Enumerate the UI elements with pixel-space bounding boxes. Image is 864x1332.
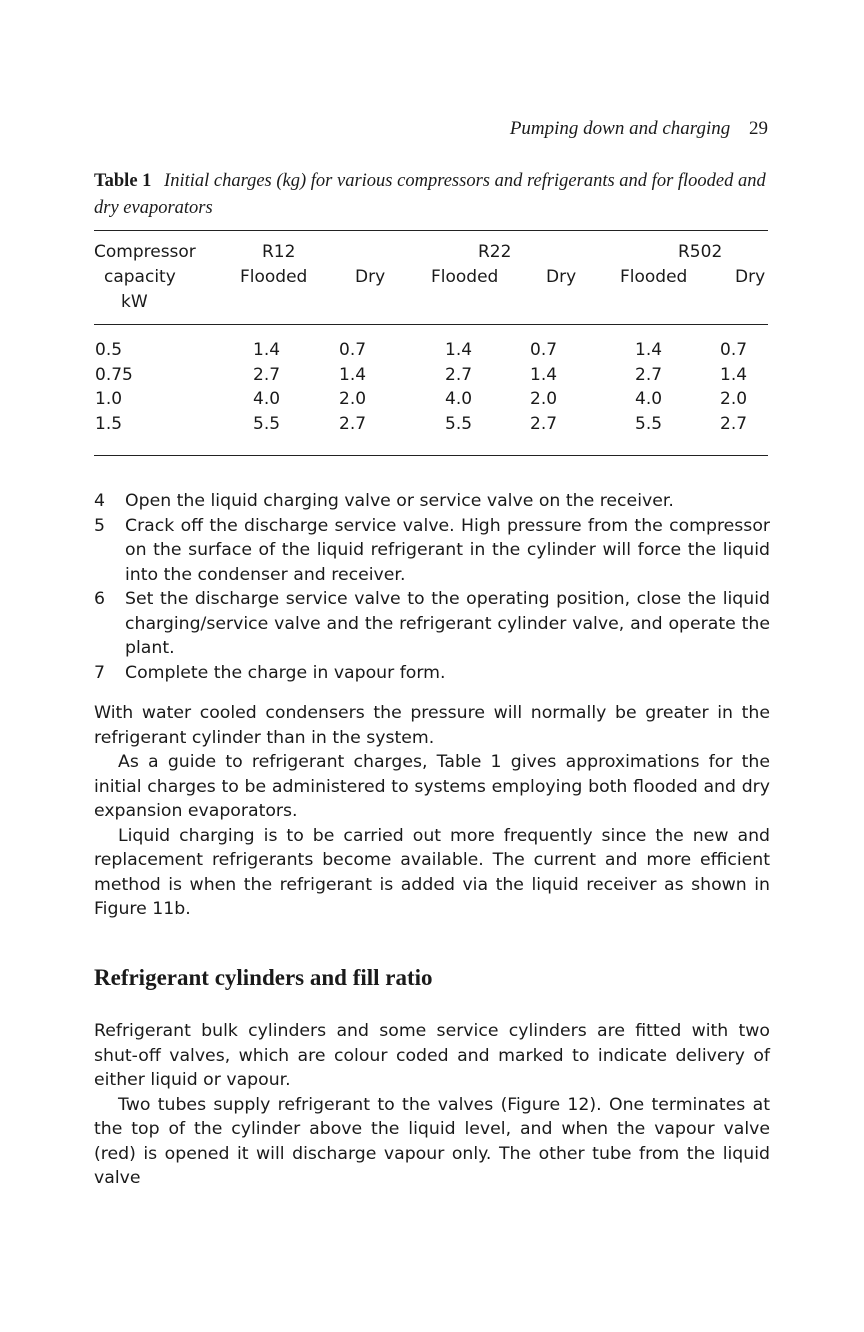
table-cell-value: 4.0 xyxy=(445,389,473,409)
table-cell-capacity: 0.5 xyxy=(95,340,123,360)
header-capacity: capacity xyxy=(104,267,176,287)
step-list xyxy=(94,489,770,685)
section-heading: Refrigerant cylinders and fill ratio xyxy=(94,965,433,990)
table-cell-value: 2.7 xyxy=(253,364,281,385)
page-number: 29 xyxy=(749,118,768,139)
table-cell-value: 2.0 xyxy=(720,389,748,409)
table-cell-value: 0.7 xyxy=(720,340,748,360)
table-cell-value: 2.7 xyxy=(445,364,473,385)
body-text xyxy=(94,701,770,922)
table-cell-value: 1.4 xyxy=(445,340,473,360)
header-dry: Dry xyxy=(355,267,386,287)
table-cell-value: 1.4 xyxy=(720,364,748,385)
step-text: Complete the charge in vapour form. xyxy=(125,662,446,683)
paragraph: Liquid charging is to be carried out more frequently since the new and replacement refrigerants become available. The current and more efficient method is when the refrigerant is added via the liquid receiver as shown in Figure 11b. xyxy=(94,825,770,919)
table-cell-value: 4.0 xyxy=(635,389,663,409)
section-body xyxy=(94,1019,770,1191)
paragraph: With water cooled condensers the pressure will normally be greater in the refrigerant cylinder than in the system. xyxy=(94,703,770,748)
table-body xyxy=(94,340,768,440)
table-caption-text: Initial charges (kg) for various compressors and refrigerants and for flooded and dry evaporators xyxy=(94,171,766,218)
table-cell-value: 2.7 xyxy=(530,413,558,434)
header-dry: Dry xyxy=(735,267,766,287)
table-cell-value: 5.5 xyxy=(635,413,663,434)
paragraph: Refrigerant bulk cylinders and some service cylinders are fitted with two shut-off valves, which are colour coded and marked to indicate delivery of either liquid or vapour. xyxy=(94,1021,770,1090)
table-cell-value: 5.5 xyxy=(253,413,281,434)
step-item xyxy=(94,489,770,514)
table-cell-value: 4.0 xyxy=(253,389,281,409)
table-cell-value: 0.7 xyxy=(530,340,558,360)
table-header xyxy=(94,242,768,322)
table-cell-value: 2.7 xyxy=(720,413,748,434)
running-head-title: Pumping down and charging xyxy=(509,118,731,139)
header-dry: Dry xyxy=(546,267,577,287)
header-r502: R502 xyxy=(678,242,723,262)
paragraph: As a guide to refrigerant charges, Table 1 gives approximations for the initial charges to be administered to systems employing both flooded and dry expansion evaporators. xyxy=(94,752,770,821)
step-number: 5 xyxy=(94,515,105,536)
header-r12: R12 xyxy=(262,242,296,262)
step-number: 4 xyxy=(94,491,105,511)
header-r22: R22 xyxy=(478,242,512,262)
paragraph: Two tubes supply refrigerant to the valves (Figure 12). One terminates at the top of the cylinder above the liquid level, and when the vapour valve (red) is opened it will discharge vapour only. The other tube from the liquid valve xyxy=(94,1094,770,1188)
table-cell-capacity: 1.0 xyxy=(95,389,123,409)
running-head xyxy=(510,118,768,140)
table-cell-value: 1.4 xyxy=(339,364,367,385)
step-item xyxy=(94,661,770,686)
table-caption xyxy=(94,168,770,222)
table-cell-capacity: 0.75 xyxy=(95,364,133,385)
header-flooded: Flooded xyxy=(620,267,688,287)
table-cell-value: 2.0 xyxy=(530,389,558,409)
table-cell-value: 0.7 xyxy=(339,340,367,360)
header-flooded: Flooded xyxy=(240,267,308,287)
header-flooded: Flooded xyxy=(431,267,499,287)
step-text: Crack off the discharge service valve. High pressure from the compressor on the surface of the liquid refrigerant in the cylinder will force the liquid into the condenser and receiver. xyxy=(125,515,770,585)
step-item xyxy=(94,587,770,661)
step-text: Set the discharge service valve to the operating position, close the liquid charging/service valve and the refrigerant cylinder valve, and operate the plant. xyxy=(125,589,770,658)
step-text: Open the liquid charging valve or service valve on the receiver. xyxy=(125,491,674,511)
table-cell-value: 1.4 xyxy=(635,340,663,360)
table-cell-value: 5.5 xyxy=(445,413,473,434)
table-cell-value: 1.4 xyxy=(253,340,281,360)
table-cell-capacity: 1.5 xyxy=(95,413,123,434)
table-top-rule xyxy=(94,230,768,231)
table-bottom-rule xyxy=(94,455,768,456)
step-item xyxy=(94,514,770,588)
table-cell-value: 1.4 xyxy=(530,364,558,385)
header-kw: kW xyxy=(121,292,148,312)
table-cell-value: 2.7 xyxy=(339,413,367,434)
step-number: 7 xyxy=(94,662,105,683)
table-cell-value: 2.7 xyxy=(635,364,663,385)
table-label: Table 1 xyxy=(94,171,152,191)
header-compressor: Compressor xyxy=(94,242,196,262)
step-number: 6 xyxy=(94,589,105,609)
table-header-rule xyxy=(94,324,768,325)
table-cell-value: 2.0 xyxy=(339,389,367,409)
